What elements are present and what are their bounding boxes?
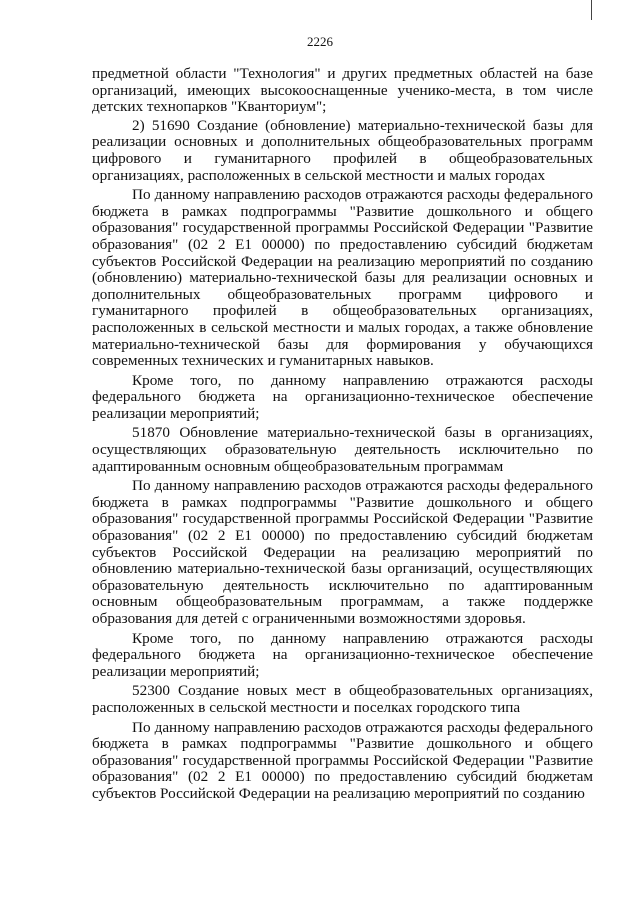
paragraph-51690-description: По данному направлению расходов отражаются расходы федерального бюджета в рамках подпрограммы "Развитие дошкольного и общего образования" государственной программы Российской Федерации "Развитие образования" (02 2 Е1 00000) по предоставлению субсидий бюджетам субъектов Российской Федерации на реализацию мероприятий по созданию (обновлению) материально-технической базы для реализации основных и дополнительных общеобразовательных программ цифрового и гуманитарного профилей в общеобразовательных организациях, расположенных в сельской местности и малых городах, а также обновление материально-технической базы для формирования у обучающихся современных технических и гуманитарных навыков. [92, 186, 593, 370]
paragraph-continuation: предметной области "Технология" и других предметных областей на базе организаций, имеющих высокооснащенные ученико-места, в том числе детских технопарков "Кванториум"; [92, 65, 593, 116]
document-body [92, 66, 593, 805]
paragraph-51870-additional: Кроме того, по данному направлению отражаются расходы федерального бюджета на организационно-техническое обеспечение реализации мероприятий; [92, 629, 593, 680]
paragraph-52300-description: По данному направлению расходов отражаются расходы федерального бюджета в рамках подпрограммы "Развитие дошкольного и общего образования" государственной программы Российской Федерации "Развитие образования" (02 2 Е1 00000) по предоставлению субсидий бюджетам субъектов Российской Федерации на реализацию мероприятий по созданию [92, 718, 593, 802]
page-number: 2226 [307, 34, 333, 49]
paragraph-51690-heading: 2) 51690 Создание (обновление) материально-технической базы для реализации основных и дополнительных общеобразовательных программ цифрового и гуманитарного профилей в общеобразовательных организациях, расположенных в сельской местности и малых городах [92, 116, 593, 184]
paragraph-51870-description: По данному направлению расходов отражаются расходы федерального бюджета в рамках подпрограммы "Развитие дошкольного и общего образования" государственной программы Российской Федерации "Развитие образования" (02 2 Е1 00000) по предоставлению субсидий бюджетам субъектов Российской Федерации на реализацию мероприятий по обновлению материально-технической базы организаций, осуществляющих образовательную деятельность исключительно по адаптированным основным общеобразовательным программам, а также поддержке образования для детей с ограниченными возможностями здоровья. [92, 477, 593, 627]
scan-edge-mark [591, 0, 592, 20]
paragraph-51690-additional: Кроме того, по данному направлению отражаются расходы федерального бюджета на организационно-техническое обеспечение реализации мероприятий; [92, 371, 593, 422]
paragraph-52300-heading: 52300 Создание новых мест в общеобразовательных организациях, расположенных в сельской местности и поселках городского типа [92, 682, 593, 716]
paragraph-51870-heading: 51870 Обновление материально-технической базы в организациях, осуществляющих образовательную деятельность исключительно по адаптированным основным общеобразовательным программам [92, 424, 593, 475]
